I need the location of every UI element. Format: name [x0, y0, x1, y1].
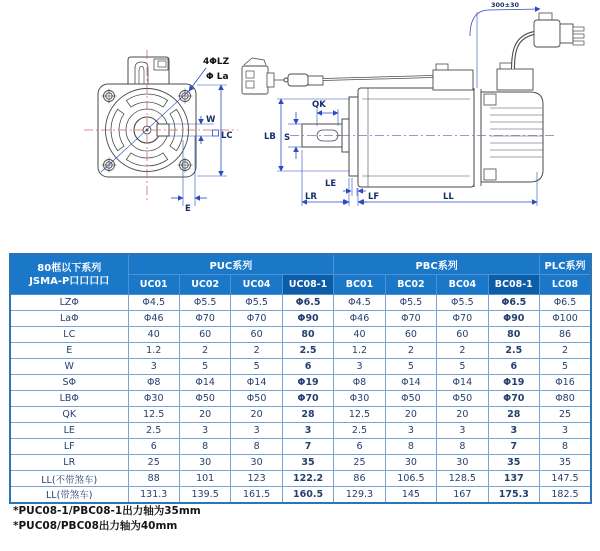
- spec-table-head: [10, 254, 591, 295]
- table-cell: 28: [488, 407, 539, 423]
- model-header: UC08-1: [282, 275, 333, 295]
- table-cell: 60: [231, 327, 282, 343]
- table-cell: Φ14: [179, 375, 230, 391]
- footnote-2: *PUC08/PBC08出力轴为40mm: [13, 519, 178, 532]
- table-cell: 30: [385, 455, 436, 471]
- table-cell: 106.5: [385, 471, 436, 487]
- table-cell: 80: [488, 327, 539, 343]
- table-row: [10, 391, 591, 407]
- table-cell: 3: [231, 423, 282, 439]
- table-cell: 131.3: [128, 487, 179, 503]
- table-cell: 2: [179, 343, 230, 359]
- table-cell: Φ70: [179, 311, 230, 327]
- table-cell: 35: [540, 455, 592, 471]
- lr-label: LR: [305, 192, 317, 202]
- table-cell: Φ50: [385, 391, 436, 407]
- table-cell: 8: [231, 439, 282, 455]
- table-row: [10, 327, 591, 343]
- table-cell: Φ70: [282, 391, 333, 407]
- table-cell: 60: [437, 327, 488, 343]
- table-cell: 129.3: [334, 487, 385, 503]
- table-cell: 6: [128, 439, 179, 455]
- table-cell: Φ5.5: [385, 295, 436, 311]
- table-cell: Φ80: [540, 391, 592, 407]
- table-cell: 123: [231, 471, 282, 487]
- footnote-1: *PUC08-1/PBC08-1出力轴为35mm: [13, 505, 201, 517]
- motor-body: [358, 88, 474, 187]
- table-cell: 20: [179, 407, 230, 423]
- table-cell: 88: [128, 471, 179, 487]
- cable-length-label: 300±30: [491, 1, 520, 9]
- table-cell: 2.5: [282, 343, 333, 359]
- table-cell: 60: [385, 327, 436, 343]
- row-label: LL(不带煞车): [10, 471, 128, 487]
- table-cell: 182.5: [540, 487, 592, 503]
- table-cell: Φ5.5: [179, 295, 230, 311]
- table-cell: 12.5: [334, 407, 385, 423]
- row-label: W: [10, 359, 128, 375]
- table-cell: 3: [385, 423, 436, 439]
- table-row: [10, 295, 591, 311]
- table-cell: 8: [179, 439, 230, 455]
- table-cell: 7: [488, 439, 539, 455]
- lf-label: LF: [368, 192, 380, 202]
- table-cell: Φ4.5: [334, 295, 385, 311]
- table-cell: 147.5: [540, 471, 592, 487]
- table-cell: Φ70: [437, 311, 488, 327]
- table-cell: Φ19: [282, 375, 333, 391]
- table-cell: 6: [334, 439, 385, 455]
- table-cell: Φ8: [128, 375, 179, 391]
- table-row: [10, 455, 591, 471]
- table-cell: 40: [128, 327, 179, 343]
- table-row: [10, 359, 591, 375]
- series-group-header: PLC系列: [540, 254, 592, 275]
- table-corner-header: 80框以下系列 JSMA-P口口口口: [10, 254, 128, 295]
- row-label: LR: [10, 455, 128, 471]
- table-cell: Φ46: [128, 311, 179, 327]
- table-cell: Φ50: [179, 391, 230, 407]
- table-cell: 20: [385, 407, 436, 423]
- table-cell: 5: [385, 359, 436, 375]
- table-row: [10, 311, 591, 327]
- row-label: LF: [10, 439, 128, 455]
- table-cell: 30: [437, 455, 488, 471]
- table-cell: 86: [540, 327, 592, 343]
- table-row: [10, 375, 591, 391]
- rear-housing: [481, 92, 543, 182]
- table-cell: 122.2: [282, 471, 333, 487]
- qk-label: QK: [312, 100, 326, 110]
- row-label: QK: [10, 407, 128, 423]
- le-label: LE: [325, 179, 337, 189]
- table-cell: 3: [437, 423, 488, 439]
- table-cell: Φ6.5: [540, 295, 592, 311]
- table-cell: 128.5: [437, 471, 488, 487]
- table-cell: Φ4.5: [128, 295, 179, 311]
- table-row: [10, 423, 591, 439]
- table-cell: Φ14: [437, 375, 488, 391]
- table-cell: 3: [179, 423, 230, 439]
- table-cell: Φ5.5: [437, 295, 488, 311]
- spec-table-container: [9, 253, 592, 504]
- table-cell: 137: [488, 471, 539, 487]
- series-group-header: PUC系列: [128, 254, 334, 275]
- table-cell: 2: [385, 343, 436, 359]
- table-cell: Φ6.5: [282, 295, 333, 311]
- table-cell: Φ46: [334, 311, 385, 327]
- la-note-label: Φ La: [206, 72, 229, 82]
- table-cell: 6: [488, 359, 539, 375]
- flange-side: [349, 97, 358, 176]
- table-cell: 5: [179, 359, 230, 375]
- table-cell: 145: [385, 487, 436, 503]
- table-cell: 2.5: [334, 423, 385, 439]
- model-header: LC08: [540, 275, 592, 295]
- table-cell: 3: [334, 359, 385, 375]
- table-row: [10, 471, 591, 487]
- table-cell: 5: [437, 359, 488, 375]
- table-cell: 8: [540, 439, 592, 455]
- table-cell: 3: [488, 423, 539, 439]
- table-cell: 2.5: [488, 343, 539, 359]
- table-row: [10, 407, 591, 423]
- model-header: BC01: [334, 275, 385, 295]
- terminal-box-icon: [128, 57, 169, 84]
- table-cell: 25: [128, 455, 179, 471]
- table-cell: Φ6.5: [488, 295, 539, 311]
- table-cell: 40: [334, 327, 385, 343]
- table-row: [10, 439, 591, 455]
- w-label: W: [206, 115, 216, 125]
- table-cell: 35: [282, 455, 333, 471]
- table-row: [10, 343, 591, 359]
- table-cell: 80: [282, 327, 333, 343]
- row-label: E: [10, 343, 128, 359]
- table-cell: 3: [540, 423, 592, 439]
- spec-table-body: [10, 295, 591, 503]
- table-cell: 30: [179, 455, 230, 471]
- table-cell: 167: [437, 487, 488, 503]
- row-label: LaΦ: [10, 311, 128, 327]
- encoder-connector-icon: [242, 58, 274, 94]
- table-cell: 28: [282, 407, 333, 423]
- table-cell: 160.5: [282, 487, 333, 503]
- power-connector-icon: [534, 13, 584, 47]
- spec-table: [9, 253, 592, 504]
- table-cell: 25: [334, 455, 385, 471]
- model-header: BC04: [437, 275, 488, 295]
- row-label: SΦ: [10, 375, 128, 391]
- footnotes: [13, 504, 201, 533]
- table-cell: 101: [179, 471, 230, 487]
- bolt-note-label: 4ΦLZ: [203, 57, 230, 67]
- table-cell: 2: [231, 343, 282, 359]
- table-cell: 8: [385, 439, 436, 455]
- table-cell: Φ8: [334, 375, 385, 391]
- table-cell: Φ19: [488, 375, 539, 391]
- table-cell: 139.5: [179, 487, 230, 503]
- table-cell: 20: [231, 407, 282, 423]
- ll-label: LL: [443, 192, 454, 202]
- table-cell: 30: [231, 455, 282, 471]
- e-label: E: [185, 204, 191, 214]
- table-cell: Φ30: [334, 391, 385, 407]
- table-cell: 161.5: [231, 487, 282, 503]
- table-cell: 1.2: [128, 343, 179, 359]
- table-cell: 1.2: [334, 343, 385, 359]
- power-block: [497, 69, 533, 90]
- table-cell: Φ90: [282, 311, 333, 327]
- side-view: [242, 13, 584, 187]
- table-cell: 35: [488, 455, 539, 471]
- row-label: LBΦ: [10, 391, 128, 407]
- motor-dimension-drawing: [0, 0, 600, 250]
- table-cell: 12.5: [128, 407, 179, 423]
- model-header: UC02: [179, 275, 230, 295]
- model-header: UC01: [128, 275, 179, 295]
- row-label: LL(带煞车): [10, 487, 128, 503]
- table-cell: Φ16: [540, 375, 592, 391]
- model-header: UC04: [231, 275, 282, 295]
- table-cell: Φ50: [437, 391, 488, 407]
- row-label: LC: [10, 327, 128, 343]
- table-cell: 5: [540, 359, 592, 375]
- table-cell: 86: [334, 471, 385, 487]
- model-header: BC02: [385, 275, 436, 295]
- table-cell: 60: [179, 327, 230, 343]
- table-cell: 3: [128, 359, 179, 375]
- table-cell: Φ70: [385, 311, 436, 327]
- table-row: [10, 487, 591, 503]
- model-header: BC08-1: [488, 275, 539, 295]
- table-cell: Φ50: [231, 391, 282, 407]
- table-cell: 2.5: [128, 423, 179, 439]
- table-cell: 2: [437, 343, 488, 359]
- table-cell: 25: [540, 407, 592, 423]
- table-cell: Φ70: [488, 391, 539, 407]
- table-cell: Φ90: [488, 311, 539, 327]
- table-cell: 3: [282, 423, 333, 439]
- table-cell: 6: [282, 359, 333, 375]
- table-cell: Φ100: [540, 311, 592, 327]
- encoder-block: [433, 70, 473, 90]
- lb-label: LB: [264, 132, 276, 142]
- series-group-header: PBC系列: [334, 254, 540, 275]
- row-label: LE: [10, 423, 128, 439]
- lc-label: LC: [221, 131, 233, 141]
- table-cell: 20: [437, 407, 488, 423]
- table-cell: 5: [231, 359, 282, 375]
- table-cell: Φ14: [385, 375, 436, 391]
- table-cell: Φ14: [231, 375, 282, 391]
- table-cell: 8: [437, 439, 488, 455]
- row-label: LZΦ: [10, 295, 128, 311]
- s-label: S: [284, 133, 291, 143]
- table-cell: Φ70: [231, 311, 282, 327]
- table-cell: 7: [282, 439, 333, 455]
- table-cell: Φ30: [128, 391, 179, 407]
- table-cell: 175.3: [488, 487, 539, 503]
- table-cell: 2: [540, 343, 592, 359]
- table-cell: Φ5.5: [231, 295, 282, 311]
